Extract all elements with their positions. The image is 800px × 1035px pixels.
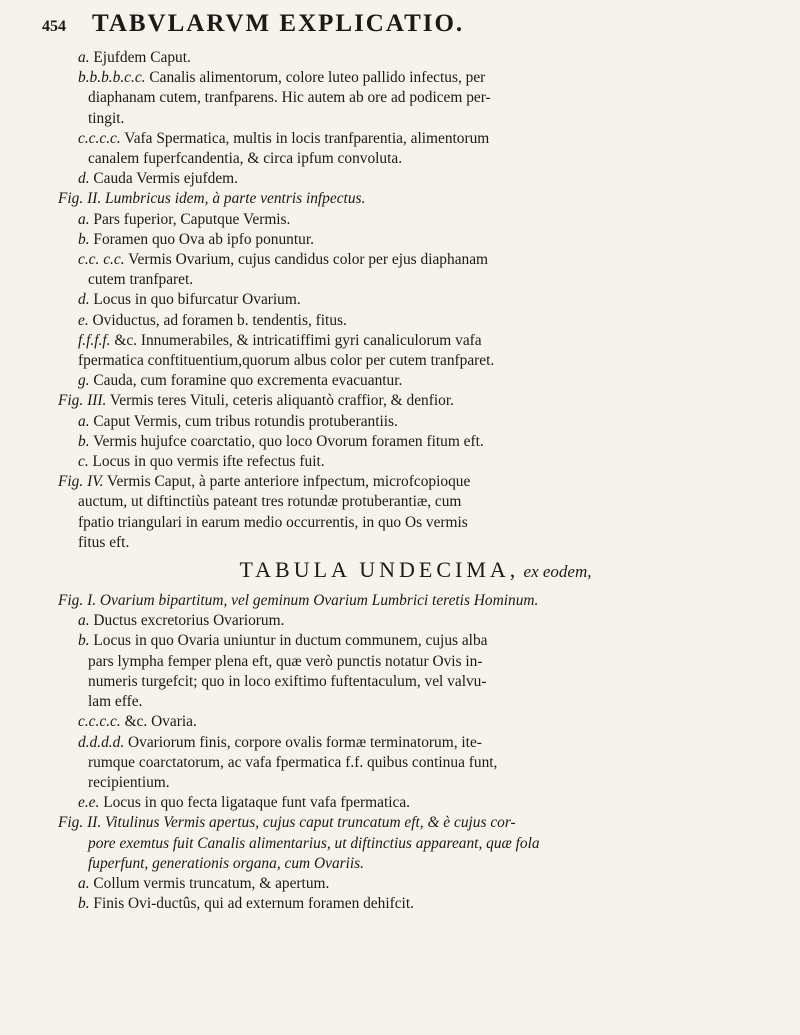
text-line: [58, 894, 773, 914]
text-line: [58, 129, 773, 149]
text-line: [58, 733, 773, 753]
text-line: [58, 230, 773, 250]
line-text: Cauda Vermis ejufdem.: [89, 170, 239, 188]
figure-key: d.: [78, 170, 90, 188]
figure-key: a.: [78, 612, 90, 630]
line-text: canalem fuperfcandentia, & circa ipfum convoluta.: [88, 150, 403, 168]
text-line: [58, 834, 773, 854]
line-text: Ejufdem Caput.: [89, 49, 191, 66]
figure-key: f.f.f.f.: [78, 331, 111, 349]
text-line: [58, 371, 773, 391]
text-line: [58, 250, 773, 270]
text-line: [58, 452, 773, 472]
line-text: pore exemtus fuit Canalis alimentarius, ut diftinctius appareant, quæ fola: [88, 834, 540, 852]
line-text: Cauda, cum foramine quo excrementa evacuantur.: [89, 372, 403, 390]
text-line: [58, 351, 773, 371]
text-line: [58, 210, 773, 230]
figure-key: b.: [78, 432, 90, 450]
line-text: recipientium.: [88, 773, 170, 791]
line-text: Locus in quo fecta ligataque funt vafa fpermatica.: [99, 794, 411, 812]
figure-key: Fig. IV.: [58, 473, 104, 491]
line-text: rumque coarctatorum, ac vafa fpermatica f.f. quibus continua funt,: [88, 753, 498, 771]
line-text: auctum, ut diftinctiùs pateant tres rotundæ protuberantiæ, cum: [78, 493, 462, 511]
figure-key: e.: [78, 311, 89, 329]
text-line: [58, 189, 773, 209]
line-text: fitus eft.: [78, 533, 130, 551]
line-text: Oviductus, ad foramen b. tendentis, fitus.: [88, 311, 347, 329]
text-line: [58, 874, 773, 894]
text-line: [58, 813, 773, 833]
text-line: [58, 773, 773, 793]
line-text: Ductus excretorius Ovariorum.: [89, 612, 285, 630]
line-text: tingit.: [88, 109, 125, 127]
text-block-tabula-decima: [58, 48, 773, 553]
line-text: Lumbricus idem, à parte ventris infpectus.: [101, 190, 366, 208]
figure-key: a.: [78, 49, 90, 66]
line-text: Foramen quo Ova ab ipfo ponuntur.: [89, 230, 314, 248]
figure-key: a.: [78, 210, 90, 228]
line-text: Locus in quo bifurcatur Ovarium.: [89, 291, 301, 309]
line-text: pars lympha femper plena eft, quæ verò punctis notatur Ovis in-: [88, 652, 483, 670]
line-text: diaphanam cutem, tranfparens. Hic autem ab ore ad podicem per-: [88, 89, 491, 107]
line-text: Vermis teres Vituli, ceteris aliquantò craffior, & denfior.: [106, 392, 454, 410]
figure-key: Fig. II.: [58, 814, 102, 832]
figure-key: d.: [78, 291, 90, 309]
line-text: Locus in quo Ovaria uniuntur in ductum communem, cujus alba: [89, 632, 488, 650]
page-number: 454: [42, 18, 66, 35]
line-text: Caput Vermis, cum tribus rotundis protuberantiis.: [89, 412, 398, 430]
text-line: [58, 492, 773, 512]
text-line: [58, 591, 773, 611]
section-title: [58, 557, 773, 585]
text-line: [58, 331, 773, 351]
figure-key: Fig. I.: [58, 592, 97, 610]
figure-key: c.c.c.c.: [78, 129, 121, 147]
line-text: Vafa Spermatica, multis in locis tranfparentia, alimentorum: [120, 129, 490, 147]
text-line: [58, 412, 773, 432]
line-text: Locus in quo vermis ifte refectus fuit.: [88, 453, 325, 471]
figure-key: Fig. II.: [58, 190, 102, 208]
line-text: cutem tranfparet.: [88, 271, 194, 289]
figure-key: g.: [78, 372, 90, 390]
text-block-tabula-undecima: [58, 591, 773, 914]
figure-key: b.: [78, 632, 90, 650]
line-text: Vermis Ovarium, cujus candidus color per ejus diaphanam: [124, 251, 489, 269]
text-line: [58, 692, 773, 712]
running-title: TABVLARVM EXPLICATIO.: [92, 10, 465, 37]
text-line: [58, 270, 773, 290]
line-text: Canalis alimentorum, colore luteo pallido infectus, per: [145, 69, 486, 87]
line-text: fpatio triangulari in earum medio occurrentis, in quo Os vermis: [78, 513, 468, 531]
text-line: [58, 68, 773, 88]
figure-key: a.: [78, 874, 90, 892]
text-line: [58, 712, 773, 732]
line-text: Finis Ovi-ductûs, qui ad externum foramen dehifcit.: [89, 895, 414, 913]
line-text: fuperfunt, generationis organa, cum Ovariis.: [88, 854, 365, 872]
text-line: [58, 391, 773, 411]
text-line: [58, 311, 773, 331]
figure-key: c.c.c.c.: [78, 713, 121, 731]
figure-key: b.b.b.b.c.c.: [78, 69, 146, 87]
line-text: Ovariorum finis, corpore ovalis formæ terminatorum, ite-: [124, 733, 482, 751]
text-line: [58, 48, 773, 68]
figure-key: b.: [78, 895, 90, 913]
text-line: [58, 149, 773, 169]
figure-key: c.: [78, 453, 89, 471]
text-line: [58, 513, 773, 533]
line-text: Pars fuperior, Caputque Vermis.: [89, 210, 291, 228]
line-text: lam effe.: [88, 693, 143, 711]
line-text: fpermatica conftituentium,quorum albus color per cutem tranfparet.: [78, 352, 495, 370]
line-text: &c. Innumerabiles, & intricatiffimi gyri canaliculorum vafa: [110, 331, 482, 349]
section-title-main: TABULA UNDECIMA,: [239, 557, 520, 583]
text-line: [58, 793, 773, 813]
line-text: &c. Ovaria.: [120, 713, 197, 731]
text-line: [58, 472, 773, 492]
text-line: [58, 611, 773, 631]
figure-key: b.: [78, 230, 90, 248]
text-line: [58, 672, 773, 692]
figure-key: c.c. c.c.: [78, 251, 125, 269]
text-line: [58, 109, 773, 129]
text-line: [58, 631, 773, 651]
figure-key: Fig. III.: [58, 392, 107, 410]
text-line: [58, 432, 773, 452]
document-body: [58, 48, 773, 914]
page-header: [42, 10, 760, 44]
text-line: [58, 652, 773, 672]
section-title-sub: ex eodem,: [519, 562, 592, 582]
line-text: Vermis Caput, à parte anteriore infpectum, microfcopioque: [103, 473, 471, 491]
line-text: Ovarium bipartitum, vel geminum Ovarium Lumbrici teretis Hominum.: [96, 592, 539, 610]
figure-key: d.d.d.d.: [78, 733, 125, 751]
text-line: [58, 169, 773, 189]
text-line: [58, 88, 773, 108]
text-line: [58, 854, 773, 874]
line-text: Vitulinus Vermis apertus, cujus caput truncatum eft, & è cujus cor-: [101, 814, 516, 832]
line-text: Vermis hujufce coarctatio, quo loco Ovorum foramen fitum eft.: [89, 432, 484, 450]
text-line: [58, 533, 773, 553]
figure-key: a.: [78, 412, 90, 430]
figure-key: e.e.: [78, 794, 100, 812]
line-text: numeris turgefcit; quo in loco exiftimo fuftentaculum, vel valvu-: [88, 672, 487, 690]
text-line: [58, 753, 773, 773]
text-line: [58, 290, 773, 310]
line-text: Collum vermis truncatum, & apertum.: [89, 874, 330, 892]
